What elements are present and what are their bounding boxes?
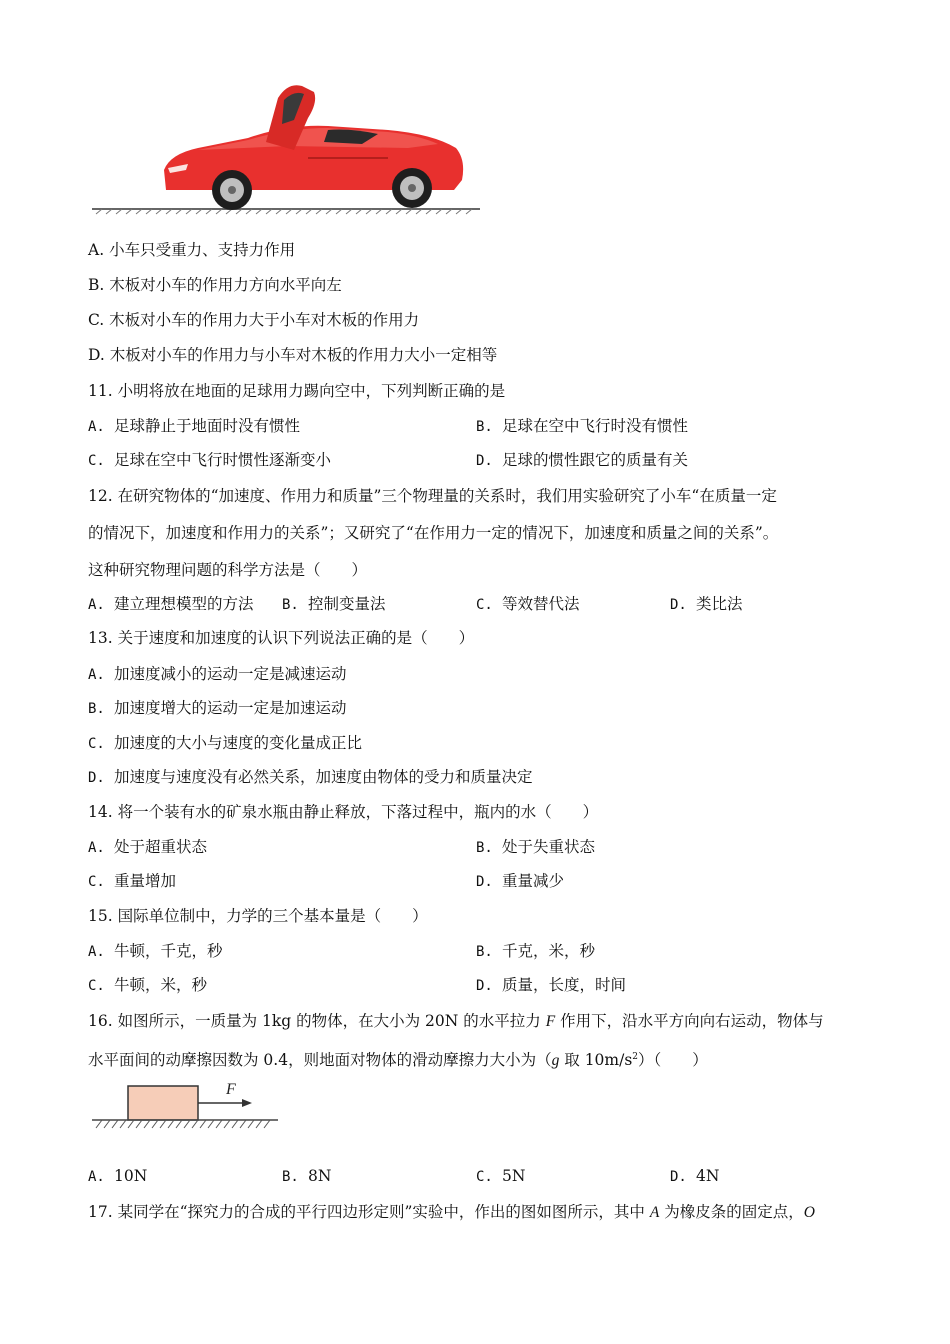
q12-stem-line-1: 12. 在研究物体的“加速度、作用力和质量”三个物理量的关系时，我们用实验研究了小车“在质量一定 xyxy=(88,487,777,505)
q13-stem: 13. 关于速度和加速度的认识下列说法正确的是（ ） xyxy=(88,629,475,647)
q13-option-a[interactable]: A. 加速度减小的运动一定是减速运动 xyxy=(88,665,347,683)
q13-option-b[interactable]: B. 加速度增大的运动一定是加速运动 xyxy=(88,699,347,717)
q10-option-c[interactable]: C. 木板对小车的作用力大于小车对木板的作用力 xyxy=(88,311,420,329)
q14-option-a[interactable]: A. 处于超重状态 xyxy=(88,838,208,856)
q15-option-a[interactable]: A. 牛顿，千克，秒 xyxy=(88,942,223,960)
q12-option-a[interactable]: A. 建立理想模型的方法 xyxy=(88,595,254,613)
q16-option-b[interactable]: B. 8N xyxy=(282,1167,332,1185)
q11-option-d[interactable]: D. 足球的惯性跟它的质量有关 xyxy=(476,451,689,469)
q16-stem-line-2: 水平面间的动摩擦因数为 0.4，则地面对物体的滑动摩擦力大小为（g 取 $10m/s^2$）（ ） xyxy=(88,1051,708,1070)
board-ground xyxy=(92,209,480,214)
q12-option-d[interactable]: D. 类比法 xyxy=(670,595,743,613)
q15-option-c[interactable]: C. 牛顿，米，秒 xyxy=(88,976,208,994)
q12-stem-line-2: 的情况下，加速度和作用力的关系”；又研究了“在作用力一定的情况下，加速度和质量之间的关系”。 xyxy=(88,524,779,542)
q12-stem-line-3: 这种研究物理问题的科学方法是（ ） xyxy=(88,561,368,579)
q12-option-c[interactable]: C. 等效替代法 xyxy=(476,595,580,613)
q10-option-b[interactable]: B. 木板对小车的作用力方向水平向左 xyxy=(88,276,342,294)
q16-option-a[interactable]: A. 10N xyxy=(88,1167,148,1185)
q15-option-b[interactable]: B. 千克，米，秒 xyxy=(476,942,596,960)
q11-stem: 11. 小明将放在地面的足球用力踢向空中，下列判断正确的是 xyxy=(88,382,506,400)
force-arrow xyxy=(198,1099,252,1107)
q13-option-c[interactable]: C. 加速度的大小与速度的变化量成正比 xyxy=(88,734,363,752)
q11-option-a[interactable]: A. 足球静止于地面时没有惯性 xyxy=(88,417,301,435)
ground xyxy=(92,1120,278,1128)
q16-option-c[interactable]: C. 5N xyxy=(476,1167,526,1185)
block xyxy=(128,1086,198,1120)
q12-option-b[interactable]: B. 控制变量法 xyxy=(282,595,386,613)
q10-option-a[interactable]: A. 小车只受重力、支持力作用 xyxy=(88,241,296,259)
q17-stem: 17. 某同学在“探究力的合成的平行四边形定则”实验中，作出的图如图所示，其中 A 为橡皮条的固定点，O xyxy=(88,1203,815,1221)
q15-option-d[interactable]: D. 质量，长度，时间 xyxy=(476,976,627,994)
q15-stem: 15. 国际单位制中，力学的三个基本量是（ ） xyxy=(88,907,428,925)
toy-car xyxy=(164,85,463,210)
q14-option-c[interactable]: C. 重量增加 xyxy=(88,872,177,890)
q14-stem: 14. 将一个装有水的矿泉水瓶由静止释放，下落过程中，瓶内的水（ ） xyxy=(88,803,599,821)
q14-option-b[interactable]: B. 处于失重状态 xyxy=(476,838,596,856)
force-label: F xyxy=(226,1081,236,1098)
q11-option-c[interactable]: C. 足球在空中飞行时惯性逐渐变小 xyxy=(88,451,332,469)
car-on-board-figure xyxy=(88,78,488,218)
block-force-figure xyxy=(88,1072,288,1136)
q16-stem-line-1: 16. 如图所示，一质量为 1kg 的物体，在大小为 20N 的水平拉力 F 作用下，沿水平方向向右运动，物体与 xyxy=(88,1012,824,1030)
q14-option-d[interactable]: D. 重量减少 xyxy=(476,872,565,890)
q16-option-d[interactable]: D. 4N xyxy=(670,1167,720,1185)
q10-option-d[interactable]: D. 木板对小车的作用力与小车对木板的作用力大小一定相等 xyxy=(88,346,498,364)
q11-option-b[interactable]: B. 足球在空中飞行时没有惯性 xyxy=(476,417,689,435)
q13-option-d[interactable]: D. 加速度与速度没有必然关系，加速度由物体的受力和质量决定 xyxy=(88,768,533,786)
